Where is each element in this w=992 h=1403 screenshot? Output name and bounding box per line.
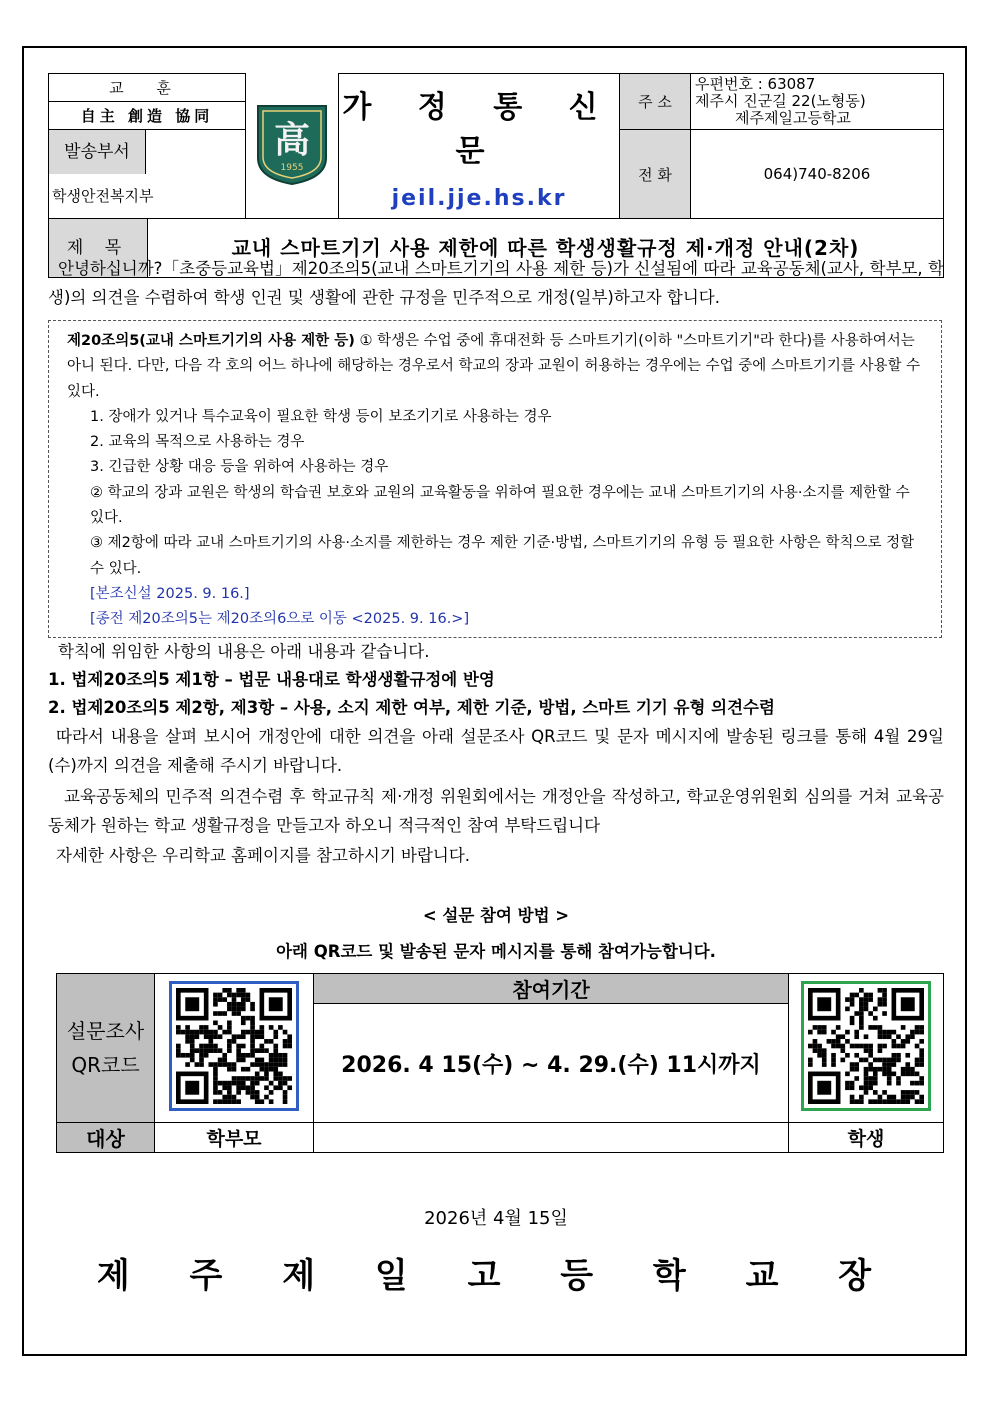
addr-line: 우편번호 : 63087 (695, 75, 816, 93)
survey-table (56, 973, 944, 1153)
law-item: 3. 긴급한 상황 대응 등을 위하여 사용하는 경우 (90, 459, 389, 476)
target-label: 대상 (57, 1123, 155, 1153)
item-2: 2. 법제20조의5 제2항, 제3항 – 사용, 소지 제한 여부, 제한 기준, 방법, 스마트 기기 유형 의견수렴 (48, 698, 775, 717)
dept-label: 발송부서 (49, 130, 146, 174)
motto-label: 교 훈 (49, 74, 246, 102)
addr-line: 제주제일고등학교 (735, 109, 851, 127)
subject: 교내 스마트기기 사용 제한에 따른 학생생활규정 제·개정 안내(2차) (231, 236, 860, 260)
student-qr-cell (789, 974, 944, 1123)
delegation-line: 학칙에 위임한 사항의 내용은 아래 내용과 같습니다. (58, 642, 430, 661)
item-1: 1. 법제20조의5 제1항 – 법문 내용대로 학생생활규정에 반영 (48, 670, 495, 689)
homepage-line: 자세한 사항은 우리학교 홈페이지를 참고하시기 바랍니다. (56, 846, 471, 865)
process-paragraph: 교육공동체의 민주적 의견수렴 후 학교규칙 제·개정 위원회에서는 개정안을 작성하고, 학교운영위원회 심의를 거쳐 교육공동체가 원하는 학교 생활규정을 만들고자 하오니 적극적인 참여 부탁드립니다 (48, 787, 944, 835)
survey-heading: < 설문 참여 방법 > (422, 906, 570, 925)
law-p2: ② 학교의 장과 교원은 학생의 학습권 보호와 교원의 교육활동을 위하여 필요한 경우에는 교내 스마트기기의 사용·소지를 제한할 수 있다. (90, 484, 910, 527)
qr-label-text: 설문조사 QR코드 (66, 1019, 145, 1077)
request-paragraph: 따라서 내용을 살펴 보시어 개정안에 대한 의견을 아래 설문조사 QR코드 및 문자 메시지에 발송된 링크를 통해 4월 29일(수)까지 의견을 제출해 주시기 바랍니다. (48, 727, 944, 775)
page-title: 가 정 통 신 문 (342, 90, 616, 169)
qr-pattern-icon (808, 988, 924, 1104)
signature: 제 주 제 일 고 등 학 교 장 (96, 1256, 896, 1296)
law-p1: ① 학생은 수업 중에 휴대전화 등 스마트기기(이하 "스마트기기"라 한다)를 사용하여서는 아니 된다. 다만, 다음 각 호의 어느 하나에 해당하는 경우로서 학교의 장과 교원이 허용하는 경우에는 수업 중에 스마트기기를 사용할 수 있다. (67, 333, 921, 400)
qr-label (57, 974, 155, 1123)
law-item: 2. 교육의 목적으로 사용하는 경우 (90, 434, 305, 451)
student-qr-code[interactable] (801, 981, 931, 1111)
law-box (48, 320, 942, 638)
header-table (48, 73, 944, 278)
parent-qr-cell (155, 974, 314, 1123)
logo-char: 高 (273, 118, 311, 161)
school-emblem-icon (254, 102, 330, 186)
addr-line: 제주시 진군길 22(노형동) (695, 92, 866, 110)
qr-pattern-icon (176, 988, 292, 1104)
motto: 自主 創造 協同 (49, 102, 246, 130)
law-title: 제20조의5(교내 스마트기기의 사용 제한 등) (67, 333, 355, 349)
addr-label: 주 소 (620, 74, 691, 130)
phone-label: 전 화 (620, 130, 691, 219)
title-cell (339, 74, 620, 219)
phone: 064)740-8206 (691, 130, 944, 219)
address (691, 74, 944, 130)
target-parent: 학부모 (155, 1123, 314, 1153)
dept-name: 학생안전복지부 (52, 187, 154, 205)
target-student: 학생 (789, 1123, 944, 1153)
period-label: 참여기간 (314, 974, 789, 1004)
target-empty (314, 1123, 789, 1153)
school-url[interactable]: jeil.jje.hs.kr (391, 186, 567, 211)
dept-cell (49, 130, 246, 219)
subject-label: 제 목 (49, 219, 148, 277)
survey-subheading: 아래 QR코드 및 발송된 문자 메시지를 통해 참여가능합니다. (276, 942, 716, 961)
issue-date: 2026년 4월 15일 (424, 1208, 568, 1229)
parent-qr-code[interactable] (169, 981, 299, 1111)
school-logo (246, 74, 339, 219)
intro-paragraph: 안녕하십니까?「초중등교육법」제20조의5(교내 스마트기기의 사용 제한 등)가 신설됨에 따라 교육공동체(교사, 학부모, 학생)의 의견을 수렴하여 학생 인권 및 생활에 관한 규정을 민주적으로 개정(일부)하고자 합니다. (48, 259, 944, 307)
law-p3: ③ 제2항에 따라 교내 스마트기기의 사용·소지를 제한하는 경우 제한 기준·방법, 스마트기기의 유형 등 필요한 사항은 학칙으로 정할 수 있다. (90, 535, 915, 577)
law-note-1: [본조신설 2025. 9. 16.] (90, 585, 250, 602)
law-paragraph-1 (67, 329, 921, 405)
logo-year: 1955 (280, 162, 304, 173)
law-note-2: [종전 제20조의5는 제20조의6으로 이동 <2025. 9. 16.>] (90, 611, 470, 628)
law-item: 1. 장애가 있거나 특수교육이 필요한 학생 등이 보조기기로 사용하는 경우 (90, 408, 552, 425)
period-value: 2026. 4 15(수) ~ 4. 29.(수) 11시까지 (314, 1004, 789, 1123)
